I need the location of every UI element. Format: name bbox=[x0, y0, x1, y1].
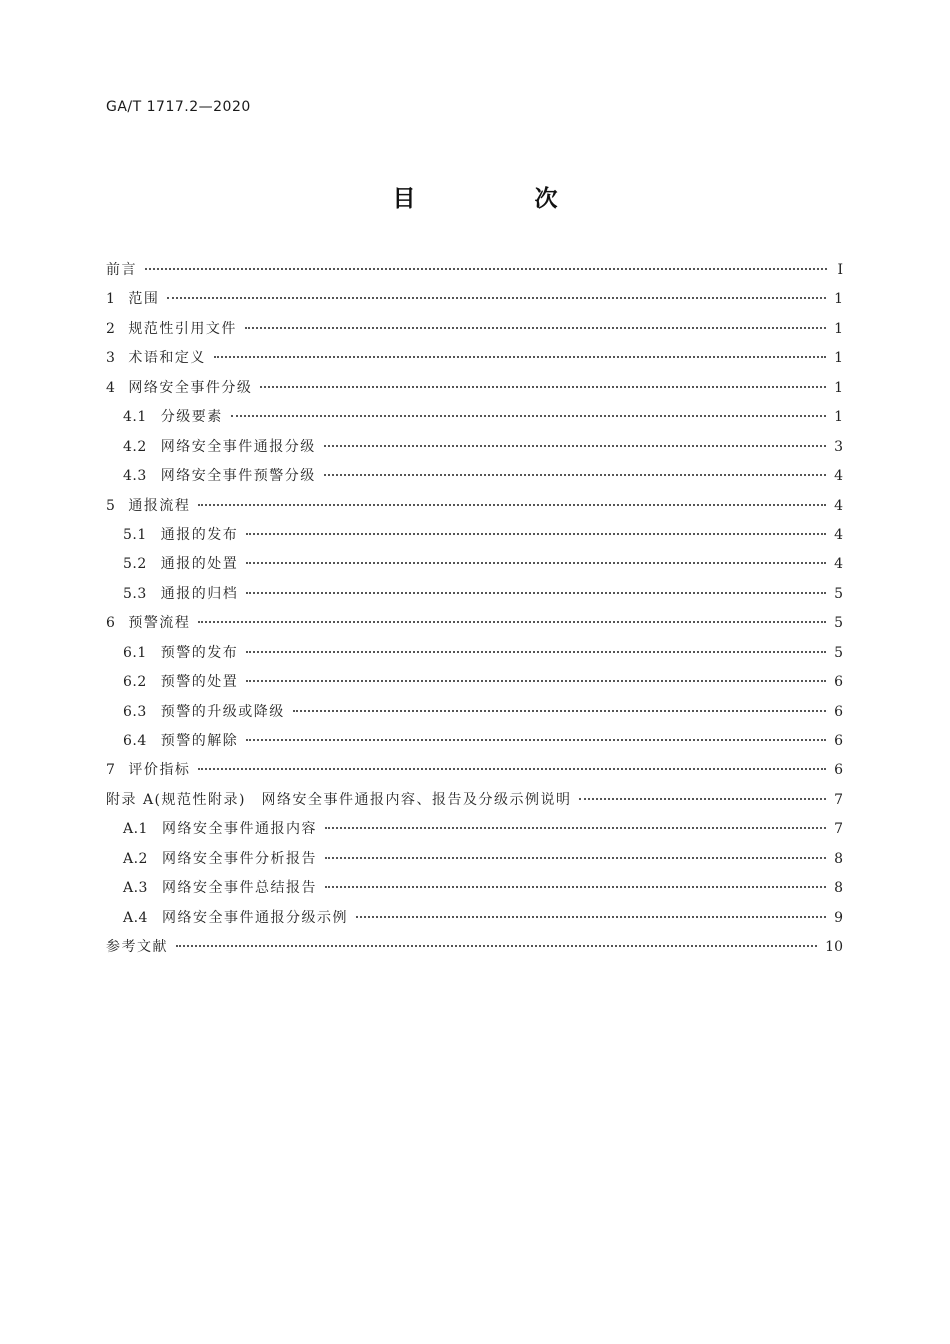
toc-entry-number: 5.3 bbox=[123, 585, 147, 602]
toc-entry-page: 5 bbox=[834, 615, 843, 632]
toc-entry-label: 网络安全事件分析报告 bbox=[161, 850, 317, 867]
toc-entry[interactable] bbox=[106, 433, 843, 462]
toc-entry-label: 评价指标 bbox=[128, 762, 191, 779]
toc-entry-label: 附录 A(规范性附录) 网络安全事件通报内容、报告及分级示例说明 bbox=[106, 791, 572, 808]
toc-entry-number: A.4 bbox=[123, 909, 148, 926]
toc-entry-page: 1 bbox=[834, 350, 843, 367]
dot-leader bbox=[176, 944, 817, 947]
toc-entry[interactable] bbox=[106, 933, 843, 962]
toc-entry-page: 5 bbox=[834, 585, 843, 602]
toc-entry-page: 6 bbox=[834, 733, 843, 749]
toc-entry-number: A.2 bbox=[123, 850, 148, 867]
toc-entry[interactable] bbox=[106, 462, 843, 491]
toc-entry-page: 4 bbox=[834, 468, 843, 485]
toc-entry[interactable] bbox=[106, 698, 843, 727]
toc-entry[interactable] bbox=[106, 344, 843, 373]
document-code: GA/T 1717.2—2020 bbox=[106, 99, 251, 115]
table-of-contents bbox=[106, 256, 843, 963]
toc-entry-label: 通报流程 bbox=[128, 497, 191, 514]
toc-entry-number: 6.4 bbox=[123, 733, 147, 749]
dot-leader bbox=[231, 414, 826, 417]
dot-leader bbox=[325, 826, 826, 829]
toc-entry-number: 5.2 bbox=[123, 556, 147, 573]
toc-entry-page: 6 bbox=[834, 762, 843, 779]
toc-entry-label: 预警的发布 bbox=[160, 644, 239, 661]
toc-entry-number: 7 bbox=[106, 762, 117, 779]
toc-entry-number: 6.2 bbox=[123, 674, 147, 691]
toc-entry[interactable] bbox=[106, 403, 843, 432]
dot-leader bbox=[246, 679, 826, 682]
toc-entry-page: 1 bbox=[834, 320, 843, 337]
toc-entry-label: 网络安全事件预警分级 bbox=[160, 468, 316, 485]
toc-entry[interactable] bbox=[106, 374, 843, 403]
dot-leader bbox=[325, 885, 826, 888]
toc-entry-label: 术语和定义 bbox=[128, 350, 206, 367]
toc-entry-number: 5 bbox=[106, 497, 117, 514]
toc-entry-page: 10 bbox=[825, 939, 843, 956]
dot-leader bbox=[245, 326, 826, 329]
dot-leader bbox=[198, 620, 826, 623]
toc-entry-page: 4 bbox=[834, 497, 843, 514]
toc-entry-number: A.3 bbox=[123, 880, 148, 897]
toc-entry[interactable] bbox=[106, 756, 843, 785]
toc-entry[interactable] bbox=[106, 492, 843, 521]
toc-entry-label: 分级要素 bbox=[160, 409, 223, 426]
toc-entry-number: 6.3 bbox=[123, 703, 147, 720]
toc-entry-number: 6 bbox=[106, 615, 117, 632]
toc-entry-label: 通报的归档 bbox=[160, 585, 239, 602]
toc-entry-page: 7 bbox=[834, 821, 843, 838]
toc-entry-page: 5 bbox=[834, 644, 843, 661]
dot-leader bbox=[260, 385, 826, 388]
dot-leader bbox=[167, 296, 826, 299]
toc-entry[interactable] bbox=[106, 668, 843, 697]
toc-entry-page: 9 bbox=[834, 909, 843, 926]
dot-leader bbox=[324, 444, 826, 447]
dot-leader bbox=[325, 856, 826, 859]
toc-entry-page: 8 bbox=[834, 880, 843, 897]
toc-entry[interactable] bbox=[106, 521, 843, 550]
dot-leader bbox=[246, 738, 826, 741]
toc-entry-label: 参考文献 bbox=[106, 939, 168, 956]
toc-entry-page: 6 bbox=[834, 703, 843, 720]
toc-entry[interactable] bbox=[106, 256, 843, 285]
toc-entry[interactable] bbox=[106, 904, 843, 933]
dot-leader bbox=[293, 709, 826, 712]
toc-entry-label: 通报的处置 bbox=[160, 556, 239, 573]
toc-entry-number: 5.1 bbox=[123, 526, 147, 543]
toc-entry-number: 4.2 bbox=[123, 438, 147, 455]
toc-entry[interactable] bbox=[106, 639, 843, 668]
toc-entry[interactable] bbox=[106, 315, 843, 344]
toc-entry-number: 1 bbox=[106, 291, 117, 308]
toc-entry-label: 网络安全事件通报分级示例 bbox=[161, 909, 348, 926]
toc-title: 目 次 bbox=[392, 186, 606, 212]
toc-entry-page: 7 bbox=[834, 791, 843, 808]
dot-leader bbox=[198, 767, 826, 770]
dot-leader bbox=[246, 532, 826, 535]
toc-entry-label: 前言 bbox=[106, 262, 137, 278]
toc-entry-number: 4.3 bbox=[123, 468, 147, 485]
toc-entry[interactable] bbox=[106, 845, 843, 874]
toc-entry-page: 8 bbox=[834, 850, 843, 867]
toc-entry-label: 网络安全事件通报分级 bbox=[160, 438, 316, 455]
toc-entry-number: 4 bbox=[106, 379, 117, 396]
toc-entry-label: 范围 bbox=[128, 291, 160, 308]
dot-leader bbox=[145, 267, 827, 270]
dot-leader bbox=[579, 797, 826, 800]
toc-entry[interactable] bbox=[106, 285, 843, 314]
dot-leader bbox=[246, 650, 826, 653]
toc-entry[interactable] bbox=[106, 609, 843, 638]
toc-entry-page: 1 bbox=[834, 291, 843, 308]
toc-entry-number: 2 bbox=[106, 320, 117, 337]
toc-entry[interactable] bbox=[106, 815, 843, 844]
toc-entry-page: 1 bbox=[834, 409, 843, 426]
toc-entry-label: 规范性引用文件 bbox=[128, 320, 237, 337]
toc-entry-number: A.1 bbox=[123, 821, 148, 838]
toc-entry-label: 通报的发布 bbox=[160, 526, 239, 543]
dot-leader bbox=[246, 561, 826, 564]
dot-leader bbox=[356, 915, 826, 918]
dot-leader bbox=[214, 355, 826, 358]
toc-entry-page: Ⅰ bbox=[837, 262, 843, 278]
toc-entry-label: 预警的解除 bbox=[160, 733, 239, 749]
toc-entry[interactable] bbox=[106, 550, 843, 579]
toc-entry-label: 预警流程 bbox=[128, 615, 191, 632]
toc-entry-label: 网络安全事件通报内容 bbox=[161, 821, 317, 838]
toc-entry-page: 1 bbox=[834, 379, 843, 396]
toc-entry-label: 网络安全事件总结报告 bbox=[161, 880, 317, 897]
toc-entry[interactable] bbox=[106, 580, 843, 609]
toc-entry-page: 4 bbox=[834, 526, 843, 543]
toc-entry-page: 4 bbox=[834, 556, 843, 573]
toc-entry[interactable] bbox=[106, 727, 843, 756]
toc-entry-label: 预警的升级或降级 bbox=[160, 703, 285, 720]
toc-entry-label: 网络安全事件分级 bbox=[128, 379, 253, 396]
toc-entry-number: 3 bbox=[106, 350, 117, 367]
dot-leader bbox=[324, 473, 826, 476]
toc-entry[interactable] bbox=[106, 786, 843, 815]
toc-entry-number: 4.1 bbox=[123, 409, 147, 426]
dot-leader bbox=[198, 503, 826, 506]
dot-leader bbox=[246, 591, 826, 594]
toc-entry-number: 6.1 bbox=[123, 644, 147, 661]
toc-entry-label: 预警的处置 bbox=[160, 674, 239, 691]
toc-entry[interactable] bbox=[106, 874, 843, 903]
toc-entry-page: 6 bbox=[834, 674, 843, 691]
toc-entry-page: 3 bbox=[834, 438, 843, 455]
